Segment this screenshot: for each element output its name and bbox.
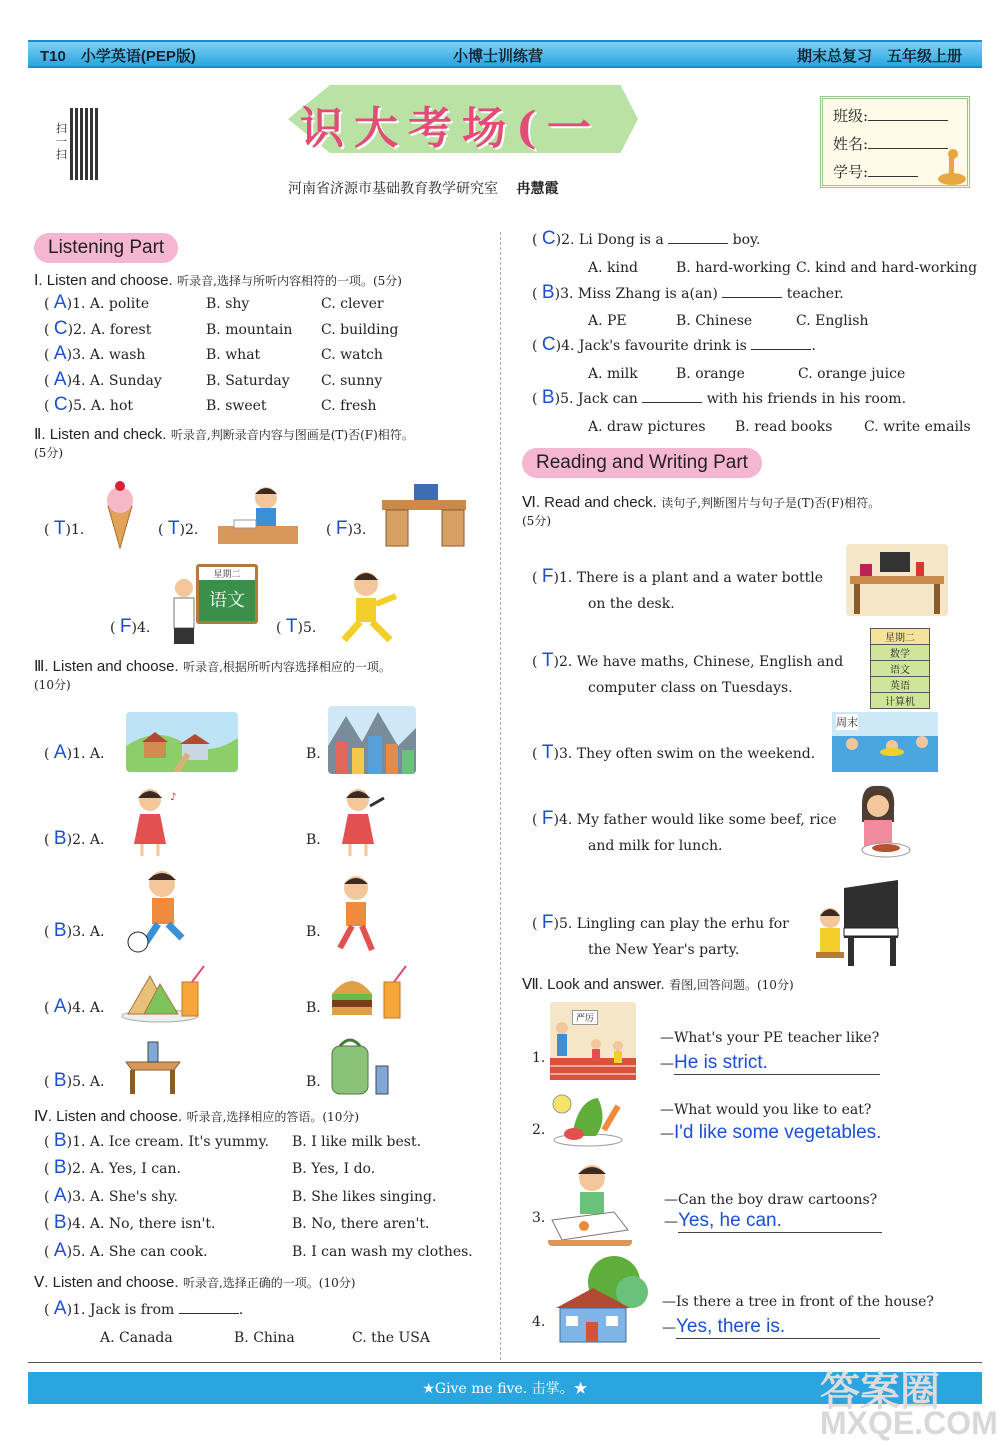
- item-number: )5. A.: [66, 1074, 105, 1090]
- list-item: ( A)3. A. wash B. what C. watch: [44, 343, 383, 364]
- answer[interactable]: C: [53, 394, 68, 415]
- schedule-subject: 英语: [871, 677, 929, 693]
- sec3-item-3: ( B)3. A.: [44, 920, 105, 941]
- girl-singing-b-icon: [328, 784, 404, 858]
- pe-sign: 严厉: [572, 1010, 598, 1025]
- sec7-heading: [522, 976, 794, 994]
- schoolbag-bottle-icon: [328, 1036, 392, 1098]
- option-a: A. Canada: [100, 1330, 173, 1346]
- blank: [642, 402, 702, 403]
- option-b: B. read books: [735, 419, 833, 435]
- answer-line: —I'd like some vegetables.: [660, 1122, 920, 1144]
- sec3-b-label-3: B.: [306, 924, 321, 940]
- answer[interactable]: A: [53, 742, 67, 763]
- answer[interactable]: C: [53, 318, 68, 339]
- question-end: boy.: [732, 232, 761, 248]
- question: )1. Jack is from: [66, 1302, 175, 1318]
- sec6-item-3: ( T)3. They often swim on the weekend.: [532, 742, 816, 763]
- list-item: ( A)3. A. She's shy.: [44, 1185, 178, 1206]
- option-c: C. building: [321, 322, 399, 338]
- boy-drawing-icon: [548, 1160, 632, 1246]
- option-a: A. PE: [588, 313, 627, 329]
- sec2-item-5: ( T)5.: [276, 616, 317, 637]
- answer[interactable]: F: [335, 518, 348, 539]
- vegetables-icon: [548, 1090, 624, 1148]
- table-bottle-icon: [122, 1038, 184, 1096]
- author-org: 河南省济源市基础教育教学研究室: [288, 181, 498, 197]
- option-c: C. write emails: [864, 419, 971, 435]
- woman-eating-icon: [846, 782, 926, 862]
- masked-area-right: [638, 84, 808, 196]
- sentence: )5. Lingling can play the erhu for: [553, 916, 789, 932]
- sec5-cn: 听录音,选择正确的一项。(10分): [182, 1276, 356, 1290]
- sec4-cn: 听录音,选择相应的答语。(10分): [186, 1110, 360, 1124]
- question-end: with his friends in his room.: [706, 391, 907, 407]
- city-picture-b: [328, 706, 416, 774]
- list-item: ( C)2. A. forest B. mountain C. building: [44, 318, 399, 339]
- number-field[interactable]: [868, 176, 918, 177]
- question: )2. Li Dong is a: [555, 232, 664, 248]
- option-c: C. sunny: [321, 373, 383, 389]
- option-a: )2. A. forest: [67, 322, 152, 338]
- sec3-title: Ⅲ. Listen and choose.: [34, 658, 179, 675]
- author-name: 冉慧霞: [516, 181, 559, 197]
- option-a: )5. A. hot: [67, 398, 134, 414]
- option-b: B. sweet: [206, 398, 267, 414]
- sec5-item-1: ( A)1. Jack is from .: [44, 1298, 244, 1319]
- option-c: C. fresh: [321, 398, 377, 414]
- sec2-item-2: ( T)2.: [158, 518, 199, 539]
- kungfu-boy-icon: [332, 570, 398, 646]
- item-number: )3. A.: [66, 924, 105, 940]
- option-b: B. China: [234, 1330, 295, 1346]
- option-a: )2. A. Yes, I can.: [66, 1161, 181, 1177]
- answer[interactable]: B: [53, 828, 67, 849]
- sec3-b-label-2: B.: [306, 832, 321, 848]
- sec3-b-label-1: B.: [306, 746, 321, 762]
- list-item: ( C)5. A. hot B. sweet C. fresh: [44, 394, 377, 415]
- schedule-day: 星期二: [871, 629, 929, 645]
- answer[interactable]: T: [167, 518, 180, 539]
- weekend-label: 周末: [836, 716, 858, 729]
- question: —What's your PE teacher like?: [660, 1030, 880, 1046]
- author-line: [288, 178, 558, 198]
- sec3-heading: [34, 658, 494, 694]
- written-answer[interactable]: Yes, there is.: [676, 1316, 880, 1339]
- answer[interactable]: F: [541, 566, 554, 587]
- sec2-item-1: ( T)1.: [44, 518, 85, 539]
- sentence: )2. We have maths, Chinese, English and: [553, 654, 844, 670]
- answer[interactable]: B: [541, 282, 555, 303]
- schedule-subject: 数学: [871, 645, 929, 661]
- option-b: B. No, there aren't.: [292, 1216, 430, 1232]
- sentence: )4. My father would like some beef, rice: [553, 812, 837, 828]
- listening-part-label: Listening Part: [34, 233, 178, 263]
- burger-juice-icon: [328, 964, 412, 1024]
- sentence-cont: on the desk.: [588, 596, 675, 612]
- pe-teacher-picture: [550, 1002, 636, 1080]
- answer[interactable]: A: [53, 343, 67, 364]
- sec6-item-4: ( F)4. My father would like some beef, rice: [532, 808, 837, 829]
- option-a: )1. A. Ice cream. It's yummy.: [66, 1134, 269, 1150]
- list-item: ( A)1. A. polite B. shy C. clever: [44, 292, 384, 313]
- option-c: C. watch: [321, 347, 383, 363]
- sec3-item-5: ( B)5. A.: [44, 1070, 105, 1091]
- footer-text: ★Give me five. 击掌。★: [422, 1381, 588, 1397]
- option-b: B. Chinese: [676, 313, 753, 329]
- question-number: 1.: [532, 1050, 546, 1066]
- option-b: B. Yes, I do.: [292, 1161, 376, 1177]
- sec3-b-label-5: B.: [306, 1074, 321, 1090]
- option-c: C. clever: [321, 296, 384, 312]
- sec2-score: (5分): [34, 446, 63, 460]
- question: )3. Miss Zhang is a(an): [554, 286, 718, 302]
- swimmers-icon: [832, 712, 938, 772]
- desk-computer-picture: [846, 544, 948, 616]
- sec4-list: [44, 1130, 484, 1270]
- answer[interactable]: C: [541, 228, 556, 249]
- sec6-item-2: ( T)2. We have maths, Chinese, English and: [532, 650, 844, 671]
- option-a: )4. A. Sunday: [66, 373, 162, 389]
- sec7-cn: 看图,回答问题。(10分): [669, 978, 794, 992]
- option-b: B. I like milk best.: [292, 1134, 422, 1150]
- question: )4. Jack's favourite drink is: [555, 338, 747, 354]
- sec6-item-5: ( F)5. Lingling can play the erhu for: [532, 912, 789, 933]
- header-left: T10 小学英语(PEP版): [40, 48, 196, 65]
- sec3-item-4: ( A)4. A.: [44, 996, 105, 1017]
- sec1-heading: [34, 272, 402, 290]
- schedule-subject: 计算机: [871, 693, 929, 708]
- teacher-icon: [166, 578, 202, 646]
- svg-text:♪: ♪: [170, 792, 177, 803]
- item-number: )1. A.: [66, 746, 105, 762]
- boy-running-icon: [330, 874, 384, 956]
- sentence: )1. There is a plant and a water bottle: [553, 570, 824, 586]
- sec2-item-3: ( F)3.: [326, 518, 367, 539]
- ice-cream-icon: [100, 478, 140, 550]
- sec3-score: (10分): [34, 678, 71, 692]
- question-number: 3.: [532, 1210, 546, 1226]
- item-number: )2. A.: [66, 832, 105, 848]
- option-b: B. hard-working: [676, 260, 791, 276]
- sec5-item-3: ( B)3. Miss Zhang is a(an) teacher.: [532, 282, 844, 303]
- sec3-cn: 听录音,根据所听内容选择相应的一项。: [183, 660, 391, 674]
- option-a: )4. A. No, there isn't.: [66, 1216, 216, 1232]
- question: —What would you like to eat?: [660, 1102, 872, 1118]
- boy-writing-icon: [218, 482, 298, 550]
- boy-football-icon: [122, 868, 198, 954]
- sec1-cn: 听录音,选择与所听内容相符的一项。(5分): [177, 274, 402, 288]
- answer[interactable]: B: [53, 1212, 67, 1233]
- item-number: )4.: [131, 620, 151, 636]
- answer-line: —Yes, he can.: [664, 1210, 888, 1233]
- answer[interactable]: C: [541, 334, 556, 355]
- desk-computer-icon: [382, 482, 468, 550]
- sec6-heading: [522, 494, 982, 530]
- question-number: 4.: [532, 1314, 546, 1330]
- blank: [751, 349, 811, 350]
- sec7-title: Ⅶ. Look and answer.: [522, 976, 665, 993]
- answer[interactable]: F: [119, 616, 132, 637]
- header-center: 小博士训练营: [453, 47, 544, 65]
- option-a: )3. A. She's shy.: [66, 1189, 178, 1205]
- answer[interactable]: A: [53, 1298, 67, 1319]
- answer[interactable]: T: [541, 650, 554, 671]
- item-number: )1.: [65, 522, 85, 538]
- question-end: teacher.: [786, 286, 844, 302]
- column-divider: [500, 232, 501, 1360]
- house-tree-icon: [556, 1252, 662, 1344]
- option-b: B. shy: [206, 296, 250, 312]
- answer[interactable]: A: [53, 1185, 67, 1206]
- sec4-title: Ⅳ. Listen and choose.: [34, 1108, 183, 1125]
- qr-code: [70, 108, 98, 180]
- list-item: ( B)2. A. Yes, I can.: [44, 1157, 181, 1178]
- sentence: )3. They often swim on the weekend.: [553, 746, 816, 762]
- girl-piano-icon: [814, 878, 900, 968]
- sec1-title: Ⅰ. Listen and choose.: [34, 272, 173, 289]
- option-a: A. draw pictures: [588, 419, 706, 435]
- written-answer[interactable]: He is strict.: [674, 1052, 880, 1075]
- answer[interactable]: B: [53, 1157, 67, 1178]
- sentence-cont: and milk for lunch.: [588, 838, 723, 854]
- answer[interactable]: B: [541, 387, 555, 408]
- running-kids-icon: [550, 1002, 636, 1080]
- blank: [722, 297, 782, 298]
- answer[interactable]: T: [285, 616, 298, 637]
- option-b: B. orange: [676, 366, 745, 382]
- option-a: )5. A. She can cook.: [66, 1244, 208, 1260]
- name-label: 姓名:: [833, 135, 869, 153]
- board-text: 语文: [209, 590, 245, 611]
- item-number: )5.: [297, 620, 317, 636]
- answer[interactable]: A: [53, 996, 67, 1017]
- class-label: 班级:: [833, 107, 869, 125]
- question-end: .: [238, 1302, 244, 1318]
- option-c: C. English: [796, 313, 869, 329]
- header-right: 期末总复习 五年级上册: [796, 47, 962, 65]
- sandwich-juice-icon: [120, 964, 210, 1024]
- sec5-heading: [34, 1274, 355, 1292]
- sec5-item-4: ( C)4. Jack's favourite drink is .: [532, 334, 816, 355]
- sec6-cn: 读句子,判断图片与句子是(T)否(F)相符。: [661, 496, 881, 510]
- option-b: B. I can wash my clothes.: [292, 1244, 473, 1260]
- watermark-top: 答案圈: [820, 1370, 940, 1414]
- page-title: 识大考场(一: [300, 103, 601, 154]
- option-a: )3. A. wash: [66, 347, 146, 363]
- student-info-box: [820, 96, 970, 188]
- option-c: C. the USA: [352, 1330, 430, 1346]
- answer-line: —Yes, there is.: [662, 1316, 886, 1339]
- sec2-item-4: ( F)4.: [110, 616, 151, 637]
- watermark-bottom: MXQE.COM: [820, 1405, 998, 1441]
- sec4-heading: [34, 1108, 359, 1126]
- answer[interactable]: A: [53, 292, 67, 313]
- sec5-title: Ⅴ. Listen and choose.: [34, 1274, 179, 1291]
- option-c: C. kind and hard-working: [796, 260, 978, 276]
- question-end: .: [811, 338, 816, 354]
- option-c: C. orange juice: [798, 366, 906, 382]
- girl-singing-a-icon: [120, 784, 190, 858]
- reading-part-label: Reading and Writing Part: [522, 448, 762, 478]
- schedule-subject: 语文: [871, 661, 929, 677]
- scan-label: 扫一扫: [56, 122, 67, 161]
- answer[interactable]: A: [53, 1240, 67, 1261]
- answer[interactable]: B: [53, 1130, 67, 1151]
- question: —Can the boy draw cartoons?: [664, 1192, 878, 1208]
- sec6-title: Ⅵ. Read and check.: [522, 494, 657, 511]
- list-item: ( A)5. A. She can cook.: [44, 1240, 208, 1261]
- sentence-cont: computer class on Tuesdays.: [588, 680, 793, 696]
- answer[interactable]: T: [541, 742, 554, 763]
- sec3-item-1: ( A)1. A.: [44, 742, 105, 763]
- written-answer[interactable]: I'd like some vegetables.: [674, 1122, 882, 1143]
- option-b: B. She likes singing.: [292, 1189, 437, 1205]
- blank: [668, 243, 728, 244]
- answer[interactable]: B: [53, 1070, 67, 1091]
- swimming-picture: [832, 712, 938, 772]
- list-item: ( A)4. A. Sunday B. Saturday C. sunny: [44, 369, 383, 390]
- option-b: B. mountain: [206, 322, 293, 338]
- answer[interactable]: F: [541, 912, 554, 933]
- item-number: )4. A.: [66, 1000, 105, 1016]
- sec2-cn: 听录音,判断录音内容与图画是(T)否(F)相符。: [170, 428, 414, 442]
- answer[interactable]: B: [53, 920, 67, 941]
- option-a: )1. A. polite: [66, 296, 150, 312]
- answer[interactable]: T: [53, 518, 66, 539]
- answer-line: —He is strict.: [660, 1052, 886, 1075]
- answer[interactable]: F: [541, 808, 554, 829]
- item-number: )3.: [347, 522, 367, 538]
- option-b: B. Saturday: [206, 373, 290, 389]
- question: )5. Jack can: [554, 391, 638, 407]
- sec2-title: Ⅱ. Listen and check.: [34, 426, 167, 443]
- option-a: A. kind: [588, 260, 638, 276]
- written-answer[interactable]: Yes, he can.: [678, 1210, 882, 1233]
- header-bar: [28, 40, 982, 68]
- sec5-item-2: ( C)2. Li Dong is a boy.: [532, 228, 761, 249]
- sec3-b-label-4: B.: [306, 1000, 321, 1016]
- class-field[interactable]: [868, 120, 948, 121]
- teacher-board-picture: [166, 562, 262, 646]
- question-number: 2.: [532, 1122, 546, 1138]
- masked-area: [98, 100, 286, 232]
- question: —Is there a tree in front of the house?: [662, 1294, 934, 1310]
- sec5-item-5: ( B)5. Jack can with his friends in his room.: [532, 387, 907, 408]
- item-number: )2.: [179, 522, 199, 538]
- option-b: B. what: [206, 347, 261, 363]
- option-a: A. milk: [588, 366, 638, 382]
- blank: [179, 1313, 239, 1314]
- sec2-heading: [34, 426, 494, 462]
- answer[interactable]: A: [53, 369, 67, 390]
- sec3-item-2: ( B)2. A.: [44, 828, 105, 849]
- list-item: ( B)1. A. Ice cream. It's yummy.: [44, 1130, 269, 1151]
- sec6-score: (5分): [522, 514, 551, 528]
- board-day: 星期二: [199, 567, 255, 580]
- number-label: 学号:: [833, 163, 869, 181]
- giraffe-icon: [935, 149, 969, 187]
- sec6-item-1: ( F)1. There is a plant and a water bottle: [532, 566, 824, 587]
- village-picture-a: [126, 712, 238, 772]
- sentence-cont: the New Year's party.: [588, 942, 740, 958]
- list-item: ( B)4. A. No, there isn't.: [44, 1212, 216, 1233]
- schedule-card: [870, 628, 930, 709]
